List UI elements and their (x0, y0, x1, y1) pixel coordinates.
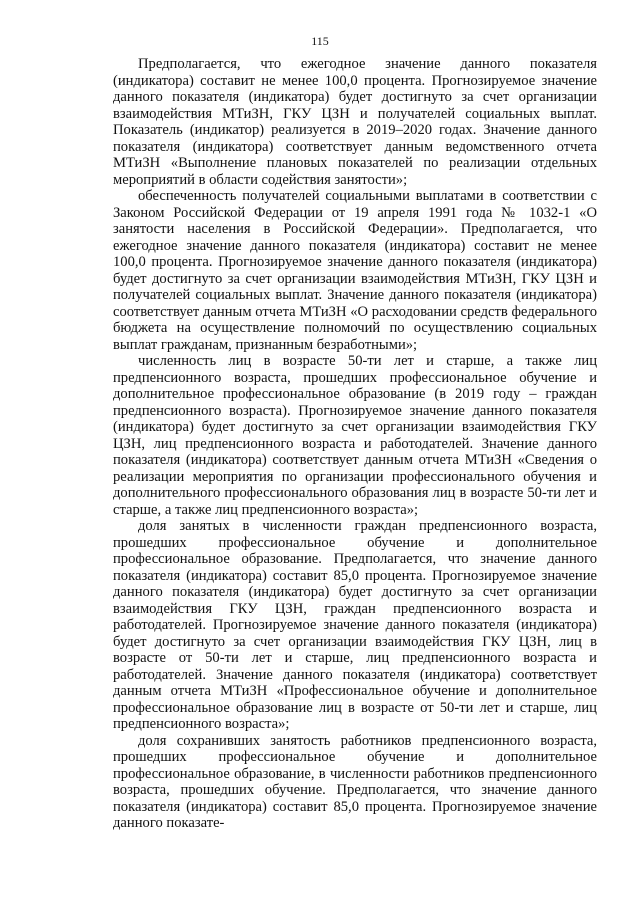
paragraph: доля сохранивших занятость работников предпенсионного возраста, прошедших профессиональное обучение и дополнительное профессиональное образование, в численности работников предпенсионного возраста, прошедших обучение. Предполагается, что значение данного показателя (индикатора) составит 85,0 процента. Прогнозируемое значение данного показате- (113, 732, 597, 831)
document-body (113, 56, 597, 832)
paragraph: Предполагается, что ежегодное значение данного показателя (индикатора) составит не менее 100,0 процента. Прогнозируемое значение данного показателя (индикатора) будет достигнуто за счет организации взаимодействия МТиЗН, ГКУ ЦЗН и получателей социальных выплат. Показатель (индикатор) реализуется в 2019–2020 годах. Значение данного показателя (индикатора) соответствует данным ведомственного отчета МТиЗН «Выполнение плановых показателей по реализации отдельных мероприятий в области содействия занятости»; (113, 56, 597, 188)
paragraph: численность лиц в возрасте 50-ти лет и старше, а также лиц предпенсионного возраста, прошедших профессиональное обучение и дополнительное профессиональное образование (в 2019 году – граждан предпенсионного возраста). Прогнозируемое значение данного показателя (индикатора) будет достигнуто за счет организации взаимодействия ГКУ ЦЗН, лиц предпенсионного возраста и работодателей. Значение данного показателя (индикатора) соответствует данным отчета МТиЗН «Сведения о реализации мероприятия по организации профессионального обучения и дополнительного профессионального образования лиц в возрасте 50-ти лет и старше, а также лиц предпенсионного возраста»; (113, 353, 597, 518)
paragraph: доля занятых в численности граждан предпенсионного возраста, прошедших профессиональное обучение и дополнительное профессиональное образование. Предполагается, что значение данного показателя (индикатора) составит 85,0 процента. Прогнозируемое значение данного показателя (индикатора) будет достигнуто за счет организации взаимодействия ГКУ ЦЗН, граждан предпенсионного возраста и работодателей. Прогнозируемое значение данного показателя (индикатора) будет достигнуто за счет организации взаимодействия ГКУ ЦЗН, лиц в возрасте от 50-ти лет и старше, лиц предпенсионного возраста и работодателей. Значение данного показателя (индикатора) соответствует данным отчета МТиЗН «Профессиональное обучение и дополнительное профессиональное образование лиц в возрасте от 50-ти лет и старше, лиц предпенсионного возраста»; (113, 518, 597, 732)
paragraph: обеспеченность получателей социальными выплатами в соответствии с Законом Российской Федерации от 19 апреля 1991 года № 1032-1 «О занятости населения в Российской Федерации». Предполагается, что ежегодное значение данного показателя (индикатора) составит не менее 100,0 процента. Прогнозируемое значение данного показателя (индикатора) будет достигнуто за счет организации взаимодействия МТиЗН, ГКУ ЦЗН и получателей социальных выплат. Значение данного показателя (индикатора) соответствует данным отчета МТиЗН «О расходовании средств федерального бюджета на осуществление полномочий по осуществлению социальных выплат гражданам, признанным безработными»; (113, 188, 597, 353)
page-number: 115 (311, 34, 329, 48)
